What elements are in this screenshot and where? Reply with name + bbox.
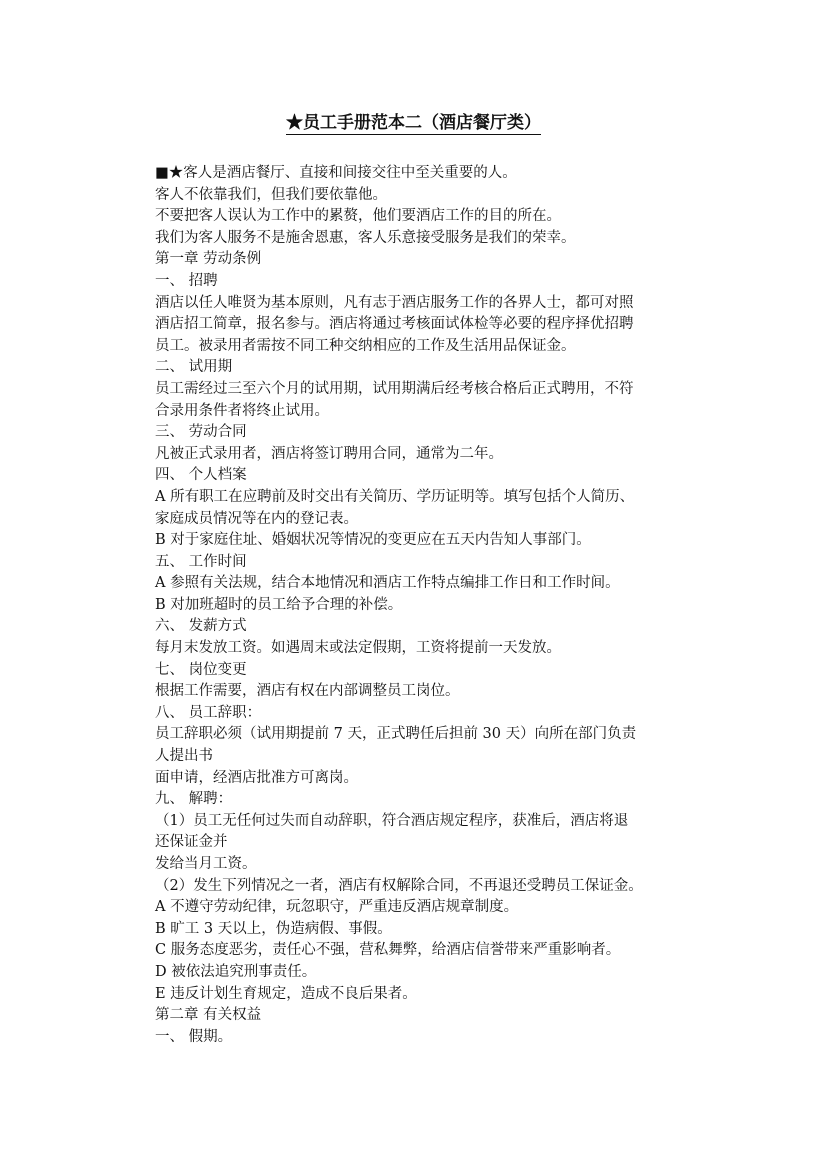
- text-line: 一、 假期。: [155, 1028, 233, 1045]
- text-line: （1）员工无任何过失而自动辞职，符合酒店规定程序，获准后，酒店将退: [155, 812, 629, 829]
- text-line: 九、 解聘：: [155, 791, 233, 808]
- text-line: 一、 招聘: [155, 272, 218, 289]
- text-line: 还保证金并: [155, 834, 228, 851]
- text-line: 五、 工作时间: [155, 553, 247, 570]
- text-line: 每月末发放工资。如遇周末或法定假期，工资将提前一天发放。: [155, 640, 561, 657]
- text-line: 发给当月工资。: [155, 856, 257, 872]
- text-line: C 服务态度恶劣，责任心不强，营私舞弊，给酒店信誉带来严重影响者。: [155, 942, 621, 959]
- text-line: 客人不依靠我们，但我们要依靠他。: [155, 186, 387, 203]
- text-line: 家庭成员情况等在内的登记表。: [155, 510, 358, 527]
- text-line: 员工。被录用者需按不同工种交纳相应的工作及生活用品保证金。: [155, 337, 576, 354]
- text-line: 面申请，经酒店批准方可离岗。: [155, 769, 358, 786]
- document-title: [0, 111, 827, 135]
- text-line: 不要把客人误认为工作中的累赘，他们要酒店工作的目的所在。: [155, 208, 561, 225]
- text-line: D 被依法追究刑事责任。: [155, 963, 317, 980]
- text-line: 人提出书: [155, 748, 213, 765]
- text-line: B 对加班超时的员工给予合理的补偿。: [155, 596, 403, 613]
- text-line: 根据工作需要，酒店有权在内部调整员工岗位。: [155, 683, 460, 700]
- text-line: A 不遵守劳动纪律，玩忽职守，严重违反酒店规章制度。: [155, 899, 519, 916]
- document-title-text: ★员工手册范本二（酒店餐厅类）: [286, 113, 541, 133]
- document-body: [155, 163, 715, 1048]
- text-line: 酒店招工简章，报名参与。酒店将通过考核面试体检等必要的程序择优招聘: [155, 316, 634, 333]
- text-line: 二、 试用期: [155, 359, 233, 376]
- text-line: E 违反计划生育规定，造成不良后果者。: [155, 985, 417, 1002]
- text-line: 四、 个人档案: [155, 467, 247, 484]
- text-line: 凡被正式录用者，酒店将签订聘用合同，通常为二年。: [155, 445, 503, 462]
- text-line: 六、 发薪方式: [155, 618, 247, 635]
- text-line: 酒店以任人唯贤为基本原则，凡有志于酒店服务工作的各界人士，都可对照: [155, 294, 634, 311]
- text-line: 我们为客人服务不是施舍恩惠，客人乐意接受服务是我们的荣幸。: [155, 229, 576, 246]
- text-line: 员工辞职必须（试用期提前 7 天，正式聘任后担前 30 天）向所在部门负责: [155, 726, 637, 743]
- text-line: A 参照有关法规，结合本地情况和酒店工作特点编排工作日和工作时间。: [155, 575, 620, 592]
- text-line: 员工需经过三至六个月的试用期，试用期满后经考核合格后正式聘用，不符: [155, 380, 634, 397]
- text-line: 第二章 有关权益: [155, 1007, 262, 1024]
- text-line: （2）发生下列情况之一者，酒店有权解除合同，不再退还受聘员工保证金。: [155, 877, 643, 894]
- text-line: B 旷工 3 天以上，伪造病假、事假。: [155, 920, 392, 937]
- text-line: 第一章 劳动条例: [155, 251, 262, 268]
- text-line: 三、 劳动合同: [155, 424, 247, 441]
- text-line: 合录用条件者将终止试用。: [155, 402, 329, 419]
- text-line: ■★客人是酒店餐厅、直接和间接交往中至关重要的人。: [155, 165, 517, 181]
- text-line: 八、 员工辞职：: [155, 704, 262, 721]
- text-line: A 所有职工在应聘前及时交出有关简历、学历证明等。填写包括个人简历、: [155, 488, 635, 505]
- text-line: 七、 岗位变更: [155, 661, 247, 678]
- text-line: B 对于家庭住址、婚姻状况等情况的变更应在五天内告知人事部门。: [155, 532, 591, 549]
